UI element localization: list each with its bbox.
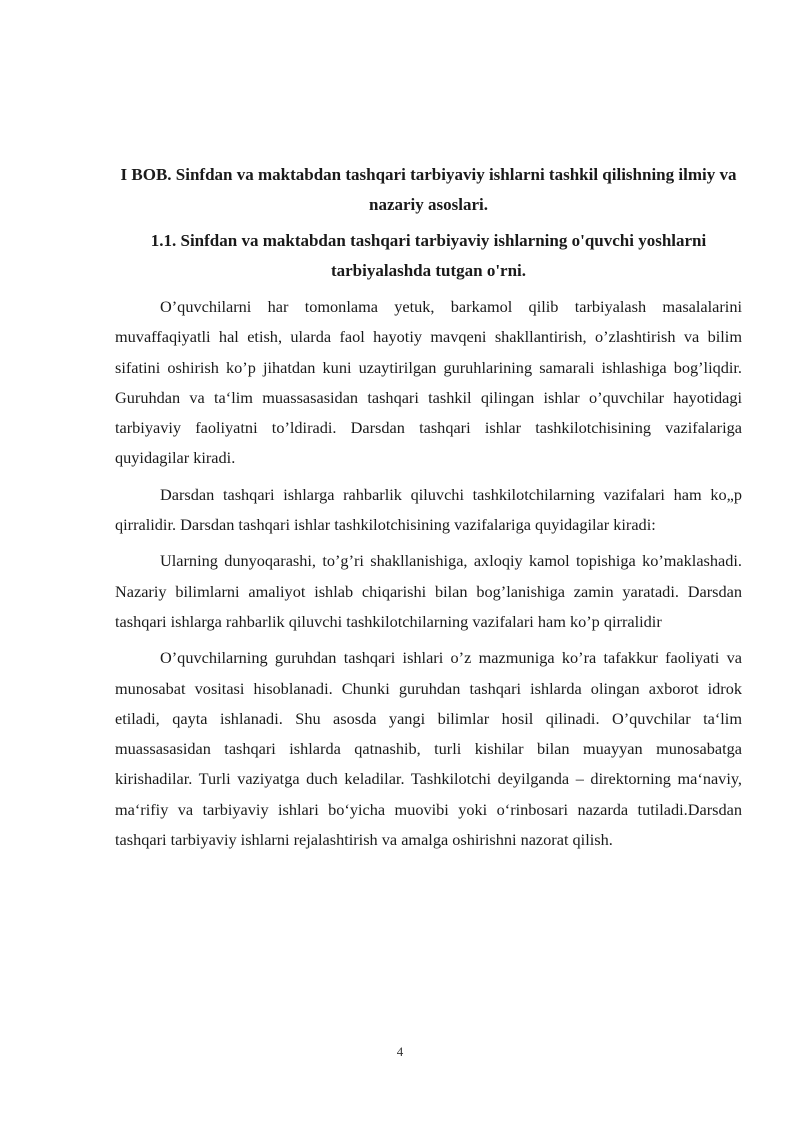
paragraph-3: Ularning dunyoqarashi, to’g’ri shakllanishiga, axloqiy kamol topishiga ko’maklashadi. Nazariy bilimlarni amaliyot ishlab chiqarishi bilan bog’lanishiga zamin yaratadi. Darsdan tashqari ishlarga rahbarlik qiluvchi tashkilotchilarning vazifalari ham ko’p qirralidir <box>115 551 742 631</box>
paragraph-2: Darsdan tashqari ishlarga rahbarlik qiluvchi tashkilotchilarning vazifalari ham ko„p qirralidir. Darsdan tashqari ishlar tashkilotchisining vazifalariga quyidagilar kiradi: <box>115 484 742 535</box>
paragraph-1: O’quvchilarni har tomonlama yetuk, barkamol qilib tarbiyalash masalalarini muvaffaqiyatli hal etish, ularda faol hayotiy mavqeni shakllantirish, o’zlashtirish va bilim sifatini oshirish ko’p jihatdan kuni uzaytirilgan guruhlarining samarali ishlashiga bog’liqdir. Guruhdan va ta‘lim muassasasidan tashqari tashkil qilingan ishlar o’quvchilar hayotidagi tarbiyaviy faoliyatni to’ldiradi. Darsdan tashqari ishlar tashkilotchisining vazifalariga quyidagilar kiradi. <box>115 297 742 468</box>
section-title: 1.1. Sinfdan va maktabdan tashqari tarbiyaviy ishlarning o'quvchi yoshlarni tarbiyalashda tutgan o'rni. <box>150 231 707 280</box>
paragraph-4: O’quvchilarning guruhdan tashqari ishlari o’z mazmuniga ko’ra tafakkur faoliyati va munosabat vositasi hisoblanadi. Chunki guruhdan tashqari ishlarda olingan axborot idrok etiladi, qayta ishlanadi. Shu asosda yangi bilimlar hosil qilinadi. O’quvchilar ta‘lim muassasasidan tashqari ishlarda qatnashib, turli kishilar bilan muayyan munosabatga kirishadilar. Turli vaziyatga duch keladilar. Tashkilotchi deyilganda – direktorning ma‘naviy, ma‘rifiy va tarbiyaviy ishlari bo‘yicha muovibi yoki o‘rinbosari nazarda tutiladi.Darsdan tashqari tarbiyaviy ishlarni rejalashtirish va amalga oshirishni nazorat qilish. <box>115 648 742 850</box>
chapter-title: I BOB. Sinfdan va maktabdan tashqari tarbiyaviy ishlarni tashkil qilishning ilmiy va nazariy asoslari. <box>120 165 737 214</box>
page-number: 4 <box>396 1044 404 1059</box>
